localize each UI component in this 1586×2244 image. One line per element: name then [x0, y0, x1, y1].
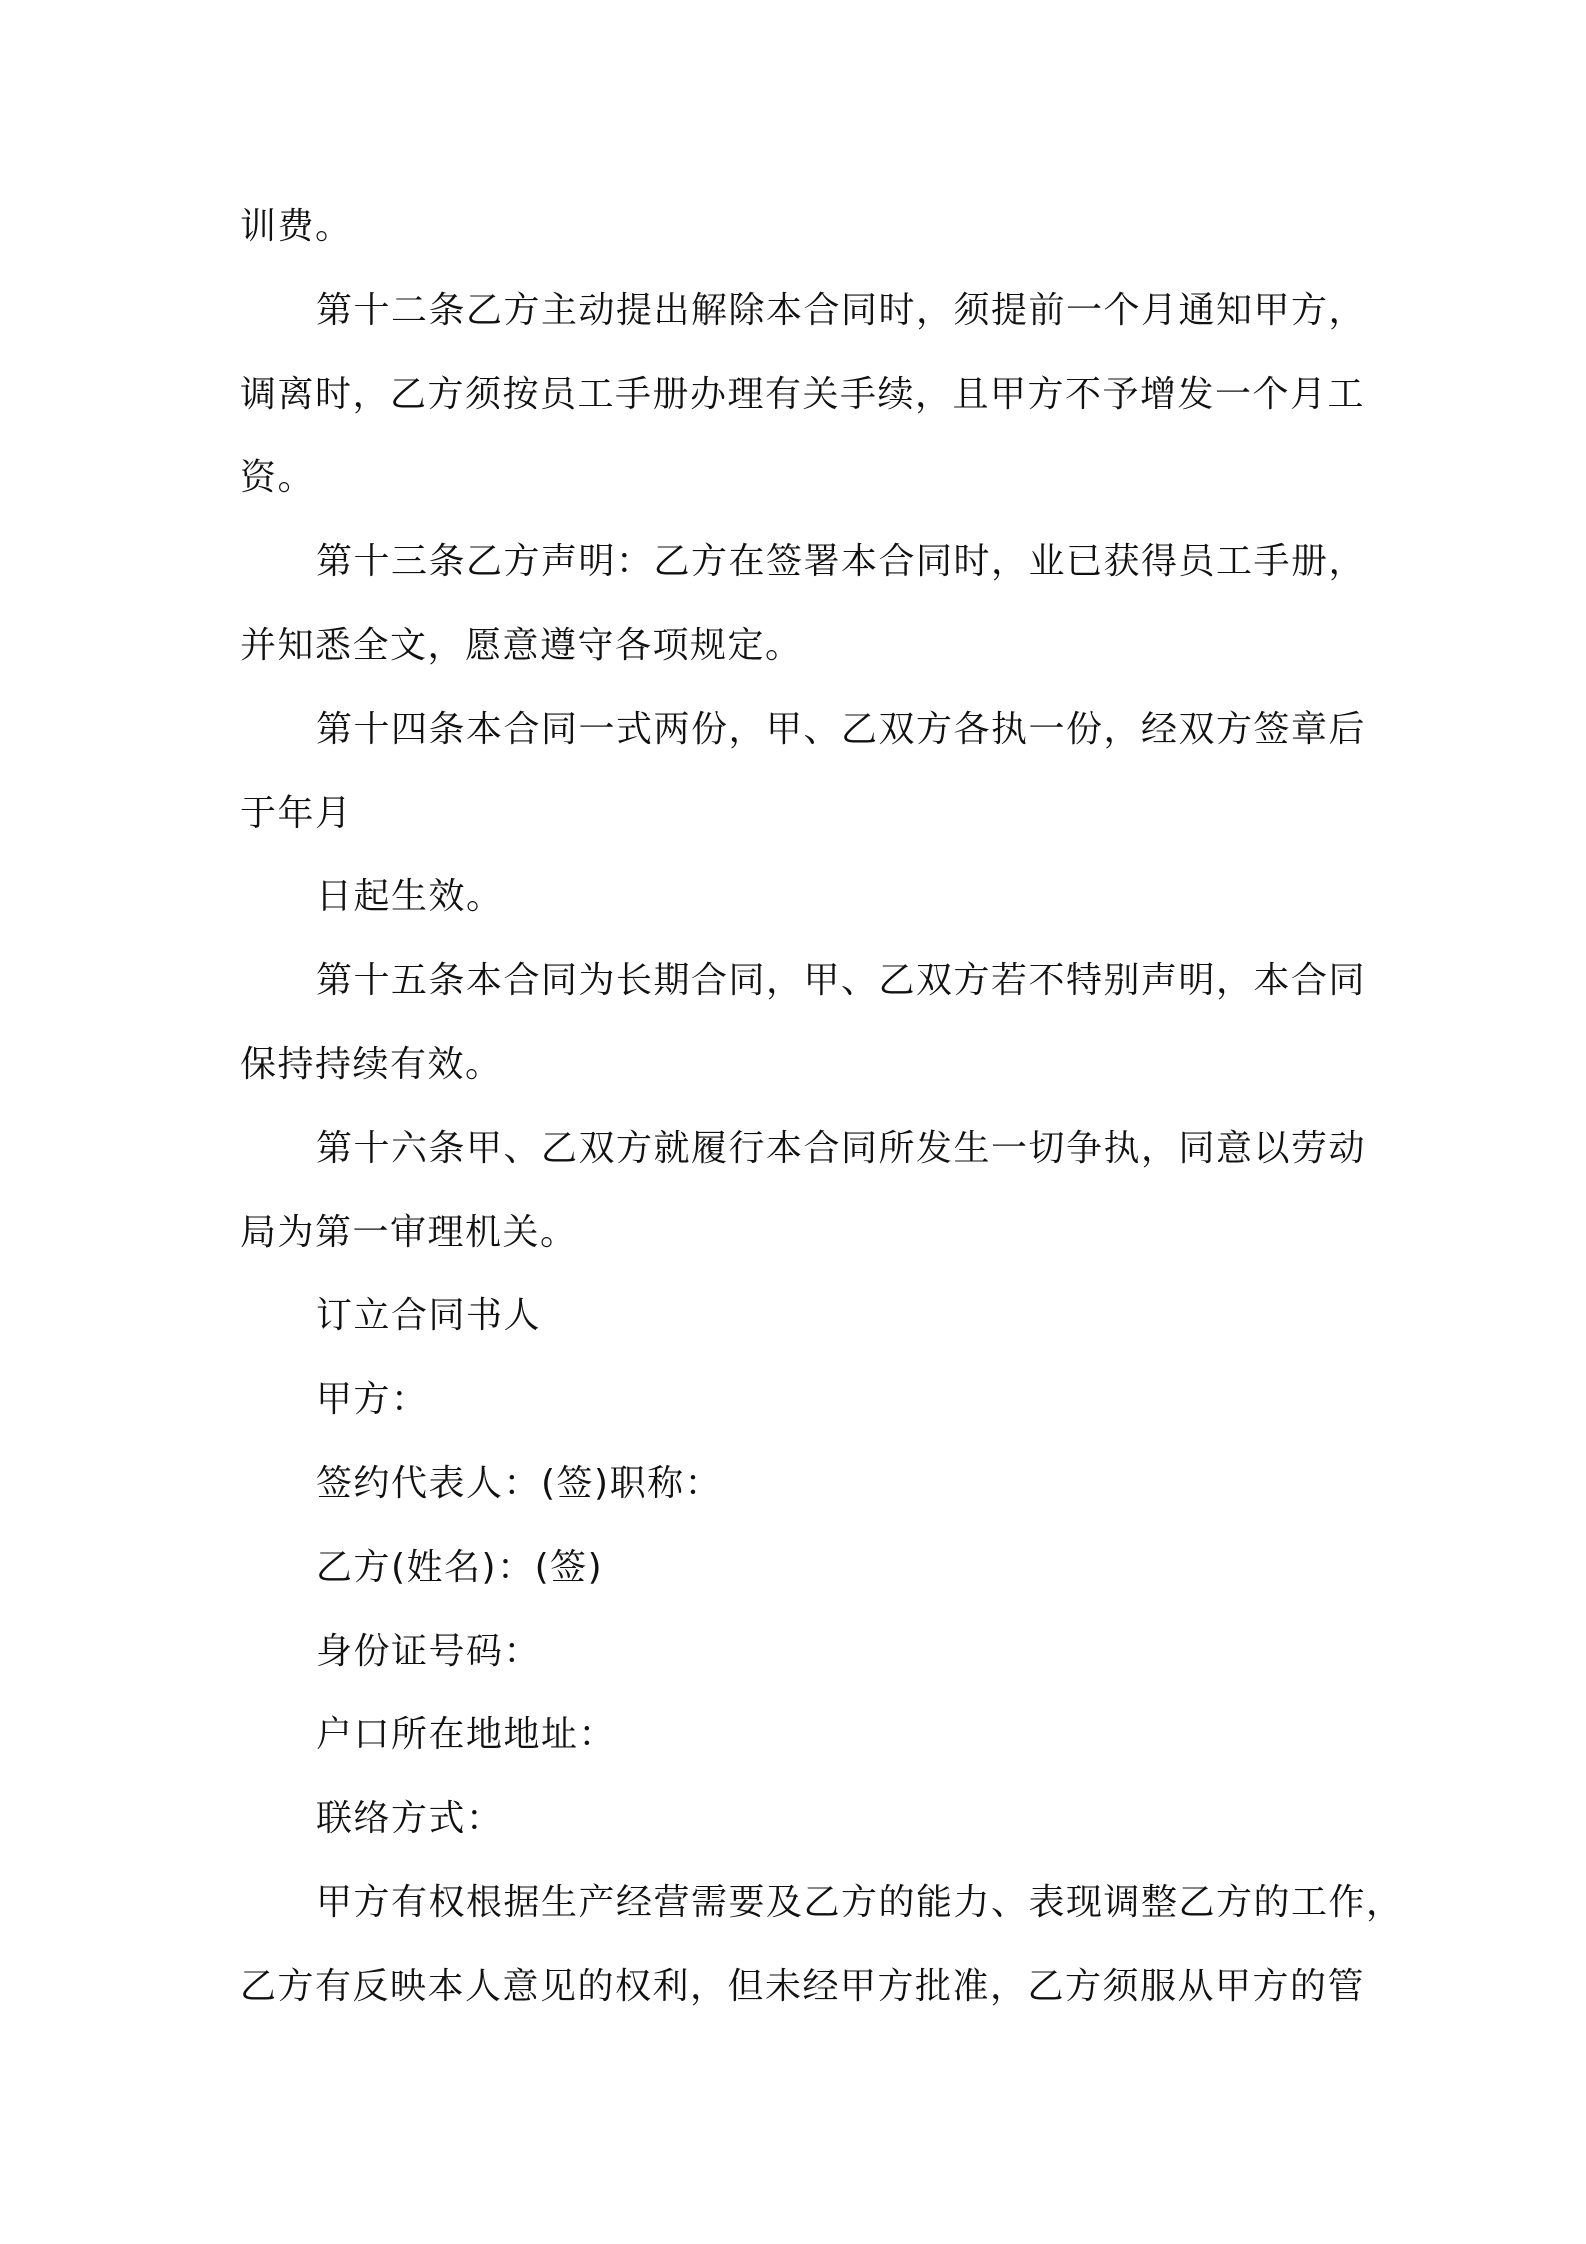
text-line: 联络方式： [316, 1798, 504, 1839]
text-line: 第十二条乙方主动提出解除本合同时，须提前一个月通知甲方， [316, 290, 1367, 331]
text-line: 调离时，乙方须按员工手册办理有关手续，且甲方不予增发一个月工 [240, 374, 1366, 415]
text-line: 户口所在地地址： [316, 1714, 617, 1755]
text-line: 第十三条乙方声明：乙方在签署本合同时，业已获得员工手册， [316, 541, 1367, 582]
text-line: 签约代表人：(签)职称： [316, 1463, 723, 1504]
text-line: 保持持续有效。 [240, 1044, 503, 1085]
text-line: 训费。 [240, 206, 353, 247]
text-line: 资。 [240, 457, 316, 498]
text-line: 乙方(姓名)：(签) [316, 1547, 604, 1588]
text-line: 甲方： [316, 1379, 429, 1420]
text-line: 第十四条本合同一式两份，甲、乙双方各执一份，经双方签章后 [316, 709, 1367, 750]
text-line: 第十六条甲、乙双方就履行本合同所发生一切争执，同意以劳动 [316, 1128, 1367, 1169]
text-line: 甲方有权根据生产经营需要及乙方的能力、表现调整乙方的工作， [316, 1882, 1404, 1923]
text-line: 局为第一审理机关。 [240, 1212, 578, 1253]
text-line: 第十五条本合同为长期合同，甲、乙双方若不特别声明，本合同 [316, 960, 1367, 1001]
text-line: 订立合同书人 [316, 1295, 542, 1336]
text-line: 并知悉全文，愿意遵守各项规定。 [240, 625, 803, 666]
text-line: 日起生效。 [316, 876, 504, 917]
text-line: 身份证号码： [316, 1631, 542, 1672]
text-line: 乙方有反映本人意见的权利，但未经甲方批准，乙方须服从甲方的管 [240, 1966, 1366, 2007]
text-line: 于年月 [240, 793, 353, 834]
